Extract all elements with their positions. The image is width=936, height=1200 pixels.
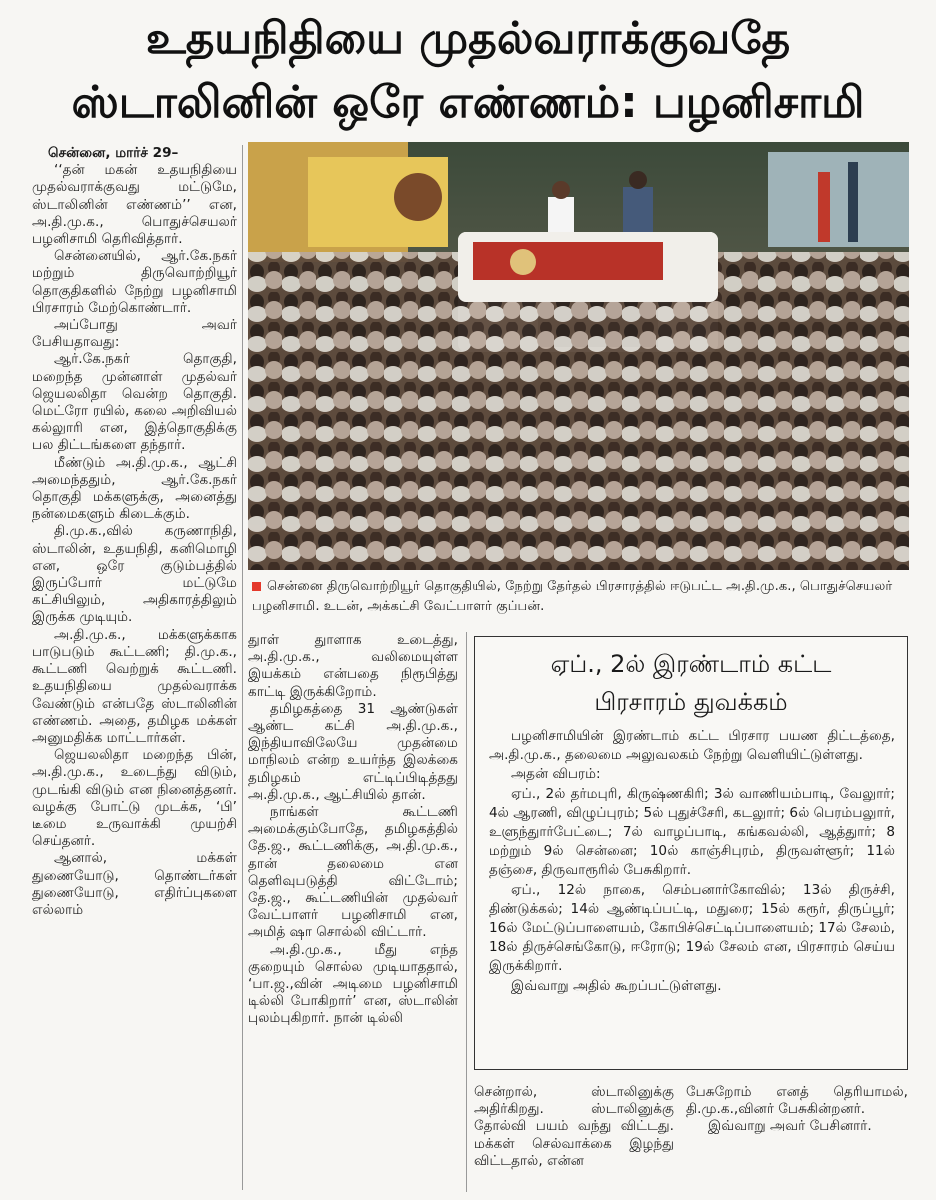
paragraph: தி.மு.க.,வில் கருணாநிதி, ஸ்டாலின், உதயநிதி, கனிமொழி என, ஒரே குடும்பத்தில் இருப்போர் மட்டுமே கட்சியிலும், அதிகாரத்திலும் இருக்க முடியும். (32, 523, 237, 626)
paragraph: ஆர்.கே.நகர் தொகுதி, மறைந்த முன்னாள் முதல்வர் ஜெயலலிதா வென்ற தொகுதி. மெட்ரோ ரயில், கலை அறிவியல் கல்லுாரி என, இத்தொகுதிக்கு பல திட்டங்களை தந்தார். (32, 351, 237, 454)
article-column-1 (32, 145, 237, 1195)
schedule-box-title-line-1: ஏப்., 2ல் இரண்டாம் கட்ட (550, 650, 832, 678)
article-column-2 (248, 632, 458, 1192)
paragraph: ஏப்., 12ல் நாகை, செம்பனார்கோவில்; 13ல் திருச்சி, திண்டுக்கல்; 14ல் ஆண்டிப்பட்டி, மதுரை; 15ல் கரூர், திருப்பூர்; 16ல் மேட்டுப்பாளையம், கோபிச்செட்டிப்பாளையம்; 17ல் சேலம், 18ல் திருச்செங்கோடு, ஈரோடு; 19ல் சேலம் என, பிரசாரம் செய்ய இருக்கிறார். (489, 881, 895, 975)
paragraph: நாங்கள் கூட்டணி அமைக்கும்போதே, தமிழகத்தில் தே.ஜ., கூட்டணிக்கு, அ.தி.மு.க., தான் தலைமை என தெளிவுபடுத்தி விட்டோம்; தே.ஜ., கூட்டணியின் முதல்வர் வேட்பாளர் பழனிசாமி என, அமித் ஷா சொல்லி விட்டார். (248, 804, 458, 941)
paragraph: சென்னையில், ஆர்.கே.நகர் மற்றும் திருவொற்றியூர் தொகுதிகளில் நேற்று பழனிசாமி பிரசாரம் மேற்கொண்டார். (32, 248, 237, 316)
paragraph: அ.தி.மு.க., மீது எந்த குறையும் சொல்ல முடியாததால், ‘பா.ஜ.,வின் அடிமை பழனிசாமி டில்லி போகிறார்’ என, ஸ்டாலின் புலம்புகிறார். நான் டில்லி (248, 941, 458, 1027)
column-divider (466, 632, 467, 1192)
paragraph: ஜெயலலிதா மறைந்த பின், அ.தி.மு.க., உடைந்து விடும், முடங்கி விடும் என நினைத்தனர். வழக்கு போட்டு முடக்க, ‘பி’ டீமை உருவாக்கி முயற்சி செய்தனர். (32, 747, 237, 850)
paragraph: அ.தி.மு.க., மக்களுக்காக பாடுபடும் கூட்டணி; தி.மு.க., கூட்டணி வெற்றுக் கூட்டணி. உதயநிதியை முதல்வராக்க வேண்டும் என்பதே ஸ்டாலினின் எண்ணம். அதை, தமிழக மக்கள் அனுமதிக்க மாட்டார்கள். (32, 626, 237, 746)
photo-caption (252, 577, 912, 617)
photo-caption-text: சென்னை திருவொற்றியூர் தொகுதியில், நேற்று தேர்தல் பிரசாரத்தில் ஈடுபட்ட அ.தி.மு.க., பொதுச்செயலர் பழனிசாமி. உடன், அக்கட்சி வேட்பாளர் குப்பன். (252, 579, 893, 614)
schedule-box-body (489, 727, 895, 996)
schedule-box-title (475, 645, 907, 721)
paragraph: மீண்டும் அ.தி.மு.க., ஆட்சி அமைந்ததும், ஆர்.கே.நகர் தொகுதி மக்களுக்கு, அனைத்து நன்மைகளும் கிடைக்கும். (32, 454, 237, 523)
paragraph: பேசுறோம் எனத் தெரியாமல், தி.மு.க.,வினர் பேசுகின்றனர். (686, 1084, 908, 1118)
caption-marker (252, 582, 261, 591)
paragraph: ‘‘தன் மகன் உதயநிதியை முதல்வராக்குவது மட்டுமே, ஸ்டாலினின் எண்ணம்’’ என, அ.தி.மு.க., பொதுச்செயலர் பழனிசாமி தெரிவித்தார். (32, 162, 237, 248)
rally-photo (248, 142, 909, 570)
paragraph: சென்றால், ஸ்டாலினுக்கு அதிர்கிறது. ஸ்டாலினுக்கு தோல்வி பயம் வந்து விட்டது. மக்கள் செல்வாக்கை இழந்து விட்டதால், என்ன (474, 1084, 674, 1169)
article-column-4 (686, 1084, 908, 1194)
paragraph: ஏப்., 2ல் தர்மபுரி, கிருஷ்ணகிரி; 3ல் வாணியம்பாடி, வேலுார்; 4ல் ஆரணி, விழுப்புரம்; 5ல் புதுச்சேரி, கடலுார்; 6ல் பெரம்பலுார், உளுந்துார்பேட்டை; 7ல் வாழப்பாடி, கங்கவல்லி, ஆத்துார்; 8 மற்றும் 9ல் சென்னை; 10ல் காஞ்சிபுரம், திருவள்ளூர்; 11ல் தஞ்சை, திருவாரூரில் பேசுகிறார். (489, 785, 895, 879)
paragraph: தமிழகத்தை 31 ஆண்டுகள் ஆண்ட கட்சி அ.தி.மு.க., இந்தியாவிலேயே முதன்மை மாநிலம் என்ற உயர்ந்த இலக்கை தமிழகம் எட்டிப்பிடித்தது அ.தி.மு.க., ஆட்சியில் தான். (248, 700, 458, 803)
paragraph: இவ்வாறு அவர் பேசினார். (708, 1118, 872, 1135)
paragraph: பழனிசாமியின் இரண்டாம் கட்ட பிரசார பயண திட்டத்தை, அ.தி.மு.க., தலைமை அலுவலகம் நேற்று வெளியிட்டுள்ளது. (489, 728, 895, 764)
headline-line-1: உதயநிதியை முதல்வராக்குவதே (145, 13, 791, 64)
article-column-3 (474, 1084, 674, 1194)
paragraph: இவ்வாறு அதில் கூறப்பட்டுள்ளது. (511, 977, 722, 994)
paragraph: அப்போது அவர் பேசியதாவது: (32, 317, 237, 351)
column-divider (242, 145, 243, 1190)
paragraph: அதன் விபரம்: (511, 766, 601, 783)
headline-line-2: ஸ்டாலினின் ஒரே எண்ணம்: பழனிசாமி (71, 77, 865, 128)
paragraph: ஆனால், மக்கள் துணையோடு, தொண்டர்கள் துணையோடு, எதிர்ப்புகளை எல்லாம் (32, 850, 237, 918)
dateline: சென்னை, மார்ச் 29– (48, 145, 179, 161)
schedule-box (474, 636, 908, 1070)
paragraph: துாள் துாளாக உடைத்து, அ.தி.மு.க., வலிமையுள்ள இயக்கம் என்பதை நிரூபித்து காட்டி இருக்கிறோம். (248, 632, 458, 700)
schedule-box-title-line-2: பிரசாரம் துவக்கம் (594, 688, 788, 716)
